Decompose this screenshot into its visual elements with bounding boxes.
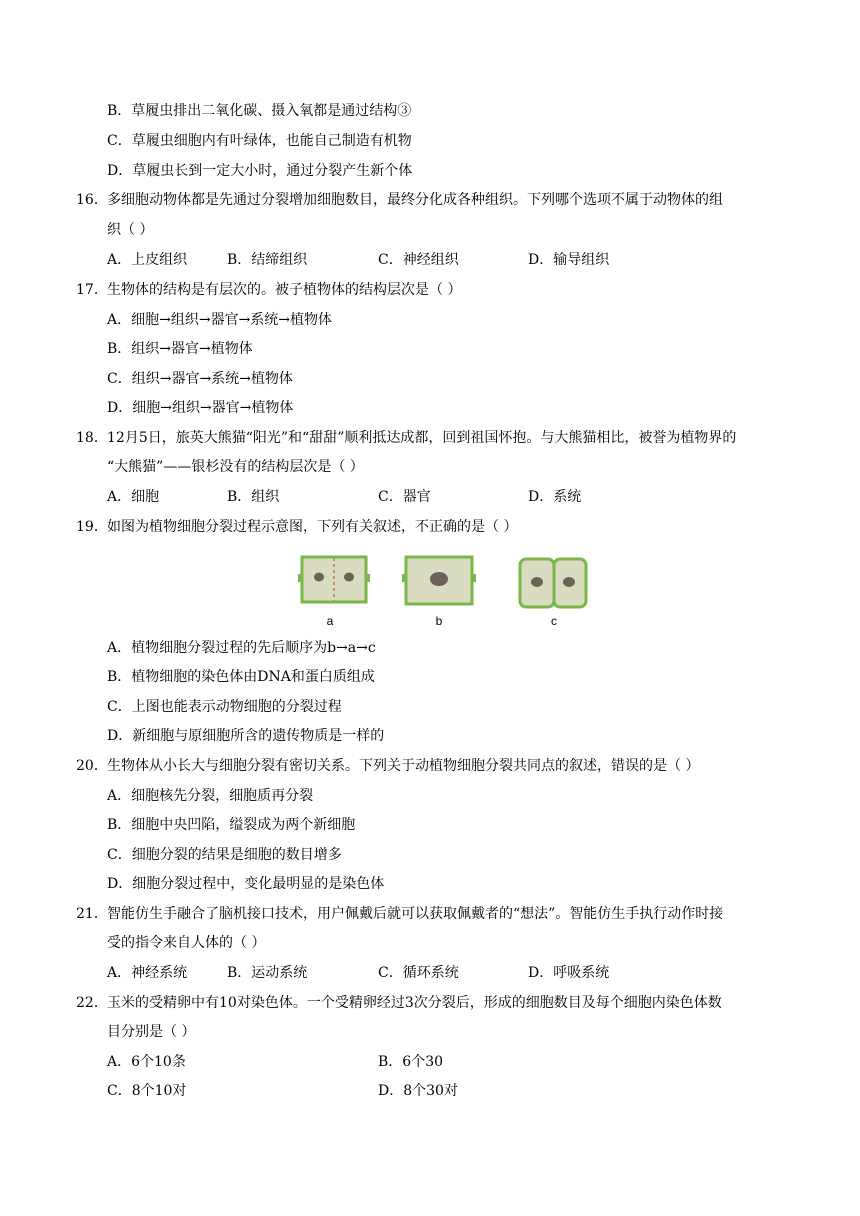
q18-option-d: D．系统 <box>528 489 582 505</box>
q17-option-c: C．组织→器官→系统→植物体 <box>107 371 293 387</box>
q17-option-b: B．组织→器官→植物体 <box>107 341 253 357</box>
q20-option-d: D．细胞分裂过程中，变化最明显的是染色体 <box>107 876 385 892</box>
q20-option-a: A．细胞核先分裂，细胞质再分裂 <box>107 788 314 804</box>
cell-b-diagram <box>402 557 476 604</box>
q15-option-c: C．草履虫细胞内有叶绿体，也能自己制造有机物 <box>107 133 412 149</box>
q22-stem-line1: 玉米的受精卵中有10对染色体。一个受精卵经过3次分裂后，形成的细胞数目及每个细胞内染色体数 <box>107 995 722 1011</box>
q21-stem-line2: 受的指令来自人体的（ ） <box>107 935 266 951</box>
q16-stem-line1: 多细胞动物体都是先通过分裂增加细胞数目，最终分化成各种组织。下列哪个选项不属于动物体的组 <box>107 192 723 208</box>
q22-option-c: C．8个10对 <box>107 1083 187 1099</box>
q18-stem-line1: 12月5日，旅英大熊猫“阳光”和“甜甜”顺利抵达成都，回到祖国怀抱。与大熊猫相比，被誉为植物界的 <box>107 430 737 446</box>
q16-number: 16． <box>76 192 108 208</box>
q20-number: 20． <box>76 758 108 774</box>
q21-number: 21． <box>76 906 108 922</box>
q21-stem-line1: 智能仿生手融合了脑机接口技术，用户佩戴后就可以获取佩戴者的“想法”。智能仿生手执行动作时接 <box>107 906 724 922</box>
q20-option-c: C．细胞分裂的结果是细胞的数目增多 <box>107 847 342 863</box>
cell-a-diagram <box>298 557 370 602</box>
q18-option-c: C．器官 <box>378 489 431 505</box>
q17-number: 17． <box>76 282 108 298</box>
q19-stem: 如图为植物细胞分裂过程示意图，下列有关叙述，不正确的是（ ） <box>107 519 518 535</box>
q17-stem: 生物体的结构是有层次的。被子植物体的结构层次是（ ） <box>107 282 462 298</box>
q21-option-a: A．神经系统 <box>107 965 188 981</box>
q22-option-a: A．6个10条 <box>107 1054 186 1070</box>
q21-option-d: D．呼吸系统 <box>528 965 610 981</box>
q16-stem-line2: 织（ ） <box>107 222 154 238</box>
figure-label-a: a <box>326 614 334 628</box>
q17-option-d: D．细胞→组织→器官→植物体 <box>107 400 294 416</box>
q19-option-d: D．新细胞与原细胞所含的遗传物质是一样的 <box>107 728 385 744</box>
q18-number: 18． <box>76 430 108 446</box>
q19-option-b: B．植物细胞的染色体由DNA和蛋白质组成 <box>107 669 375 685</box>
q22-number: 22． <box>76 995 108 1011</box>
q19-option-c: C．上图也能表示动物细胞的分裂过程 <box>107 699 342 715</box>
q22-option-b: B．6个30 <box>378 1054 444 1070</box>
q22-option-d: D．8个30对 <box>378 1083 458 1099</box>
q18-option-a: A．细胞 <box>107 489 160 505</box>
q16-option-c: C．神经组织 <box>378 252 459 268</box>
q16-option-d: D．输导组织 <box>528 252 610 268</box>
q20-option-b: B．细胞中央凹陷，缢裂成为两个新细胞 <box>107 817 356 833</box>
cell-division-figure <box>296 552 592 632</box>
q16-option-a: A．上皮组织 <box>107 252 188 268</box>
q22-stem-line2: 目分别是（ ） <box>107 1024 196 1040</box>
q16-option-b: B．结缔组织 <box>227 252 308 268</box>
cell-c-diagram <box>520 559 586 607</box>
q19-number: 19． <box>76 519 108 535</box>
q18-stem-line2: “大熊猫”——银杉没有的结构层次是（ ） <box>107 459 364 475</box>
q21-option-b: B．运动系统 <box>227 965 308 981</box>
q15-option-d: D．草履虫长到一定大小时，通过分裂产生新个体 <box>107 163 413 179</box>
q21-option-c: C．循环系统 <box>378 965 459 981</box>
figure-label-b: b <box>435 614 443 628</box>
q20-stem: 生物体从小长大与细胞分裂有密切关系。下列关于动植物细胞分裂共同点的叙述，错误的是（ ） <box>107 758 700 774</box>
q19-option-a: A．植物细胞分裂过程的先后顺序为b→a→c <box>107 640 376 656</box>
q18-option-b: B．组织 <box>227 489 280 505</box>
q17-option-a: A．细胞→组织→器官→系统→植物体 <box>107 312 333 328</box>
figure-label-c: c <box>551 614 557 628</box>
q15-option-b: B．草履虫排出二氧化碳、摄入氧都是通过结构③ <box>107 103 412 119</box>
